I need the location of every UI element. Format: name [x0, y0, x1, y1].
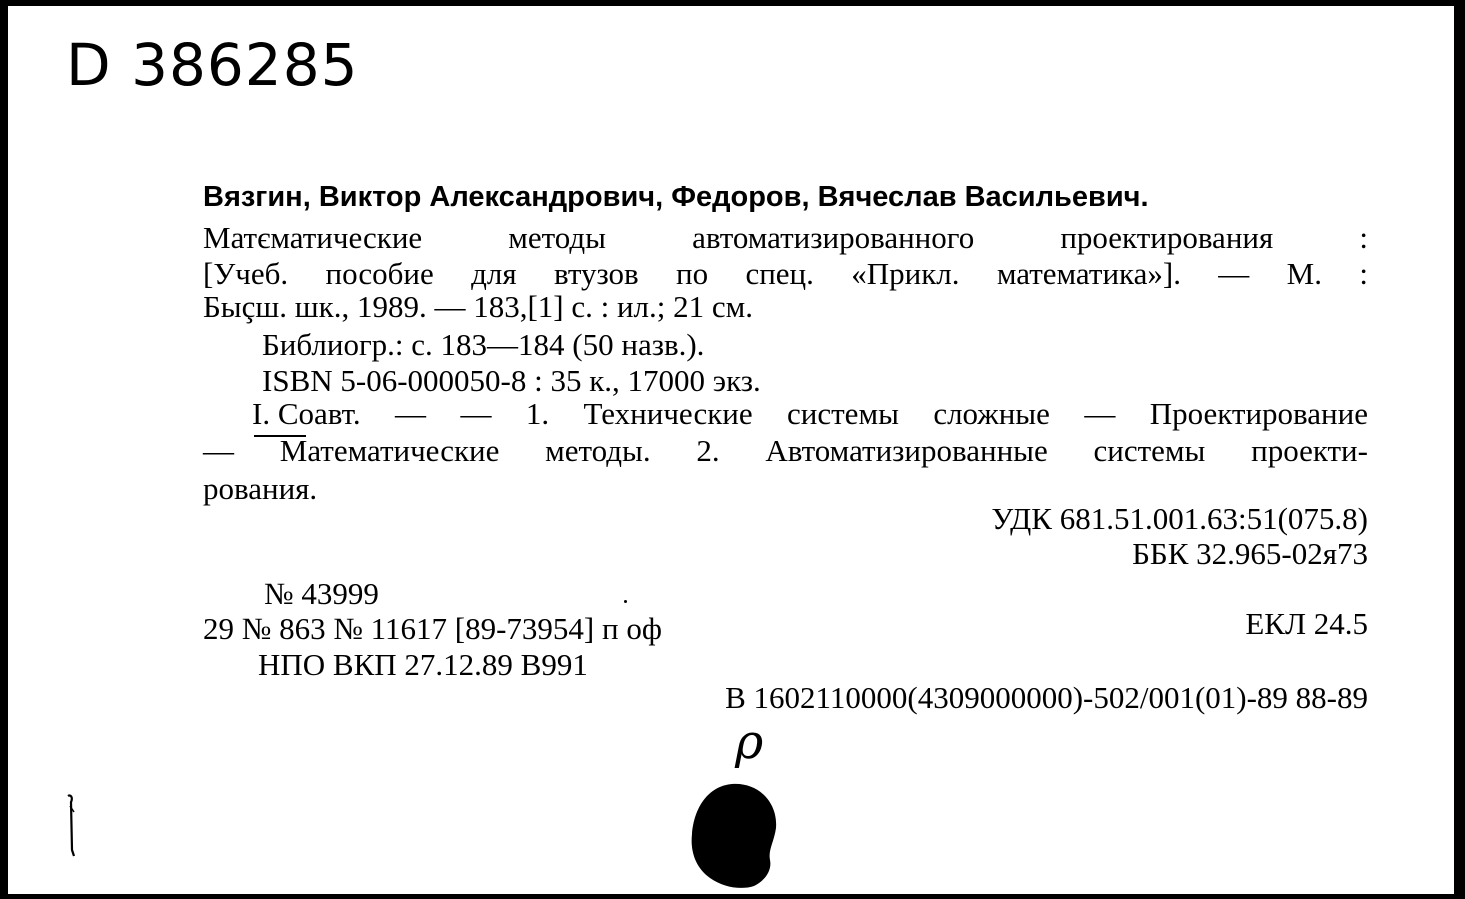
title-line-2	[203, 258, 1368, 289]
word: «Прикл.	[851, 256, 960, 291]
word: для	[471, 256, 517, 291]
word: I. Соавт.	[252, 396, 361, 431]
word: сложные	[933, 396, 1050, 431]
word: системы	[1093, 433, 1206, 468]
word: —	[1218, 256, 1250, 291]
subjects-line-3: рования.	[203, 471, 318, 506]
word: —	[1084, 396, 1116, 431]
word: методы	[508, 220, 606, 255]
ekl-index: ЕКЛ 24.5	[1245, 606, 1368, 641]
scan-border-bottom	[0, 894, 1465, 899]
word: методы.	[545, 433, 651, 468]
word: втузов	[553, 256, 639, 291]
word: 1.	[525, 396, 550, 431]
margin-tick-mark	[62, 790, 82, 860]
scan-border-right	[1454, 0, 1465, 899]
ink-blot	[688, 780, 780, 890]
subjects-line-1	[252, 398, 1368, 429]
code-line: В 1602110000(4309000000)-502/001(01)-89 88-89	[725, 680, 1368, 715]
udk-index: УДК 681.51.001.63:51(075.8)	[991, 501, 1368, 536]
word: —	[203, 433, 234, 468]
handwritten-mark: ρ	[735, 714, 764, 770]
bbk-index: ББК 32.965-02я73	[1132, 536, 1368, 571]
word: пособие	[325, 256, 434, 291]
subjects-line-2	[203, 435, 1368, 466]
word: математика»].	[996, 256, 1181, 291]
word: Проектирование	[1149, 396, 1368, 431]
word: Автоматизированные	[765, 433, 1048, 468]
authors-heading: Вязгин, Виктор Александрович, Федоров, Вячеслав Васильевич.	[203, 181, 1149, 213]
word: проекти-	[1251, 433, 1368, 468]
word: :	[1359, 220, 1368, 255]
word: —	[395, 396, 427, 431]
word: спец.	[745, 256, 814, 291]
word: Математические	[279, 433, 500, 468]
title-line-3: Быçш. шк., 1989. — 183,[1] с. : ил.; 21 см.	[203, 289, 754, 324]
word: Технические	[583, 396, 753, 431]
word: 2.	[696, 433, 720, 468]
card-number: № 43999	[264, 576, 379, 611]
speck	[624, 600, 627, 603]
bibliography-note: Библиогр.: с. 183—184 (50 назв.).	[262, 327, 705, 362]
word: Матєматические	[203, 220, 423, 255]
title-line-1	[203, 222, 1368, 253]
word: по	[676, 256, 709, 291]
word: проектирования	[1060, 220, 1274, 255]
inventory-number: D 386285	[66, 31, 359, 99]
word: системы	[787, 396, 899, 431]
word: М.	[1286, 256, 1322, 291]
word: автоматизированного	[692, 220, 975, 255]
word: —	[460, 396, 492, 431]
word: :	[1359, 256, 1368, 291]
order-line: 29 № 863 № 11617 [89-73954] п оф	[203, 611, 662, 646]
publisher-line: НПО ВКП 27.12.89 В991	[258, 647, 588, 682]
isbn-line: ISBN 5-06-000050-8 : 35 к., 17000 экз.	[262, 363, 761, 398]
word: [Учеб.	[203, 256, 289, 291]
